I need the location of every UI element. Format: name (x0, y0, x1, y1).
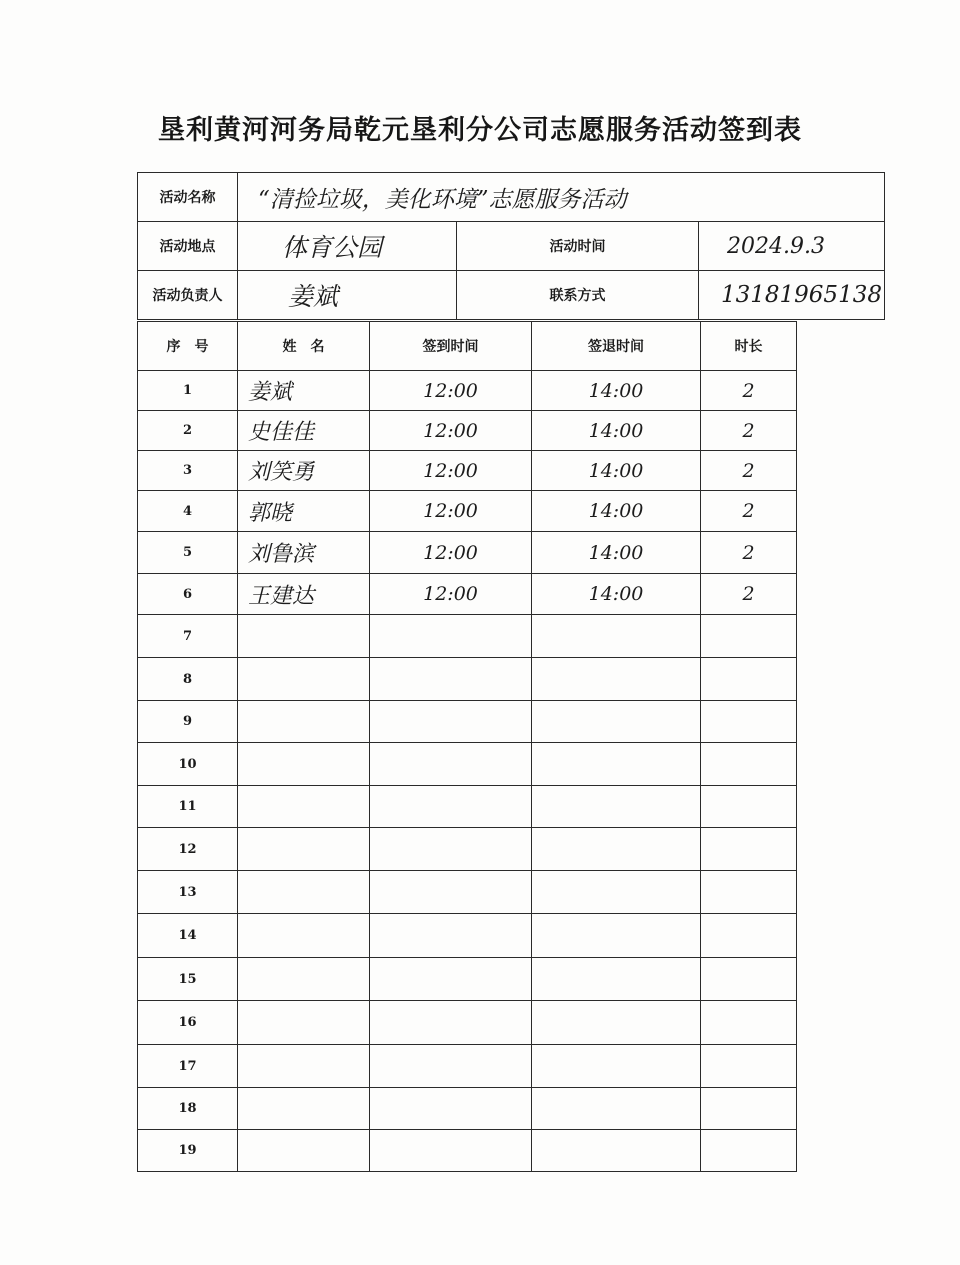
table-row (138, 1130, 797, 1172)
row-sign-in-value: 12:00 (423, 419, 478, 442)
attendance-header-row (138, 322, 797, 371)
row-duration-value: 2 (742, 541, 755, 564)
row-sign-in (370, 828, 532, 871)
table-row (138, 615, 797, 658)
row-sign-out-value: 14:00 (588, 541, 644, 564)
row-duration (701, 914, 797, 958)
row-sign-in-value: 12:00 (423, 541, 478, 564)
row-sign-out (532, 701, 701, 743)
col-header-seq: 序 号 (138, 322, 238, 371)
table-row (138, 871, 797, 914)
row-duration (701, 1001, 797, 1045)
row-sign-in (370, 658, 532, 701)
row-seq: 11 (138, 786, 238, 828)
row-sign-in-value: 12:00 (423, 500, 478, 522)
row-sign-in (370, 491, 532, 532)
row-sign-out (532, 491, 701, 532)
col-header-sign-in: 签到时间 (370, 322, 532, 371)
row-name (238, 411, 370, 451)
table-row (138, 786, 797, 828)
table-row (138, 958, 797, 1001)
row-name (238, 1088, 370, 1130)
row-sign-out (532, 828, 701, 871)
row-duration (701, 1088, 797, 1130)
row-name-value (238, 1010, 248, 1035)
row-name-value (238, 709, 248, 734)
row-name (238, 828, 370, 871)
row-name-value: 刘笑勇 (248, 460, 315, 485)
table-row (138, 1088, 797, 1130)
row-seq: 18 (138, 1088, 238, 1130)
row-name (238, 1001, 370, 1045)
row-name (238, 615, 370, 658)
col-header-duration: 时长 (701, 322, 797, 371)
table-row (138, 658, 797, 701)
row-sign-in-value: 12:00 (423, 379, 478, 402)
row-seq: 17 (138, 1045, 238, 1088)
row-sign-out-value: 14:00 (588, 583, 644, 605)
row-seq: 2 (138, 411, 238, 451)
row-sign-in (370, 914, 532, 958)
row-sign-in (370, 958, 532, 1001)
row-duration (701, 491, 797, 532)
row-name-value: 刘鲁滨 (248, 542, 315, 567)
row-name (238, 786, 370, 828)
table-row (138, 451, 797, 491)
row-name (238, 958, 370, 1001)
table-row (138, 701, 797, 743)
row-sign-in-value: 12:00 (423, 583, 478, 605)
row-sign-out (532, 532, 701, 574)
row-sign-out (532, 658, 701, 701)
row-name (238, 451, 370, 491)
row-seq: 9 (138, 701, 238, 743)
activity-info-table (137, 172, 885, 320)
row-sign-out (532, 371, 701, 411)
row-name (238, 491, 370, 532)
row-sign-in (370, 451, 532, 491)
row-sign-out (532, 914, 701, 958)
activity-name-label: 活动名称 (138, 173, 238, 222)
row-sign-in (370, 615, 532, 658)
row-sign-in (370, 1045, 532, 1088)
row-sign-out-value: 14:00 (588, 500, 644, 522)
row-sign-in (370, 411, 532, 451)
row-sign-out (532, 871, 701, 914)
time-label: 活动时间 (457, 222, 699, 271)
leader-label: 活动负责人 (138, 271, 238, 320)
row-sign-in (370, 743, 532, 786)
row-duration-value: 2 (742, 500, 755, 522)
col-header-sign-out: 签退时间 (532, 322, 701, 371)
row-name-value: 郭晓 (248, 500, 293, 526)
row-name-value (238, 624, 248, 649)
row-sign-in (370, 1130, 532, 1172)
time-value: 2024.9.3 (727, 233, 825, 259)
row-sign-in-value: 12:00 (423, 459, 478, 482)
row-name (238, 532, 370, 574)
row-duration (701, 828, 797, 871)
table-row (138, 491, 797, 532)
row-duration (701, 701, 797, 743)
row-sign-out (532, 786, 701, 828)
row-sign-out (532, 615, 701, 658)
row-duration (701, 658, 797, 701)
row-name (238, 871, 370, 914)
leader-row (138, 271, 885, 320)
row-sign-out-value: 14:00 (588, 379, 644, 402)
table-row (138, 828, 797, 871)
row-sign-out (532, 411, 701, 451)
row-seq: 6 (138, 574, 238, 615)
row-sign-in (370, 1001, 532, 1045)
row-name-value (238, 880, 248, 905)
row-seq: 13 (138, 871, 238, 914)
row-duration (701, 1130, 797, 1172)
row-name-value (238, 752, 248, 777)
row-seq: 7 (138, 615, 238, 658)
row-duration-value: 2 (742, 583, 755, 605)
row-name (238, 658, 370, 701)
table-row (138, 1001, 797, 1045)
row-sign-out (532, 451, 701, 491)
col-header-name: 姓 名 (238, 322, 370, 371)
table-row (138, 371, 797, 411)
row-sign-out (532, 1088, 701, 1130)
row-name-value: 姜斌 (248, 380, 293, 405)
row-sign-out (532, 1045, 701, 1088)
contact-value: 13181965138 (721, 282, 882, 308)
row-duration (701, 371, 797, 411)
row-duration (701, 871, 797, 914)
row-duration (701, 451, 797, 491)
row-name-value (238, 837, 248, 862)
row-sign-out-value: 14:00 (588, 419, 644, 442)
row-duration-value: 2 (742, 379, 755, 402)
row-name (238, 371, 370, 411)
location-row (138, 222, 885, 271)
row-seq: 5 (138, 532, 238, 574)
row-name-value (238, 1054, 248, 1079)
table-row (138, 1045, 797, 1088)
row-sign-out (532, 574, 701, 615)
row-seq: 15 (138, 958, 238, 1001)
row-duration-value: 2 (742, 459, 755, 482)
row-duration (701, 743, 797, 786)
row-sign-in (370, 574, 532, 615)
row-sign-in (370, 701, 532, 743)
row-name-value (238, 1096, 248, 1121)
row-sign-out-value: 14:00 (588, 459, 644, 482)
attendance-table (137, 321, 797, 1172)
row-sign-out (532, 958, 701, 1001)
row-name-value: 史佳佳 (248, 420, 315, 445)
row-seq: 10 (138, 743, 238, 786)
row-name (238, 701, 370, 743)
table-row (138, 914, 797, 958)
row-duration (701, 786, 797, 828)
row-sign-in (370, 786, 532, 828)
row-duration-value: 2 (742, 419, 755, 442)
row-name-value (238, 967, 248, 992)
location-label: 活动地点 (138, 222, 238, 271)
row-sign-in (370, 871, 532, 914)
row-name (238, 574, 370, 615)
row-seq: 8 (138, 658, 238, 701)
row-name-value (238, 1138, 248, 1163)
row-duration (701, 574, 797, 615)
row-sign-out (532, 1001, 701, 1045)
row-name (238, 1045, 370, 1088)
contact-label: 联系方式 (457, 271, 699, 320)
row-name (238, 743, 370, 786)
row-seq: 12 (138, 828, 238, 871)
sheet-title: 垦利黄河河务局乾元垦利分公司志愿服务活动签到表 (158, 115, 802, 146)
row-seq: 19 (138, 1130, 238, 1172)
row-sign-in (370, 532, 532, 574)
row-name-value: 王建达 (248, 583, 315, 609)
row-name-value (238, 923, 248, 948)
row-name (238, 1130, 370, 1172)
row-sign-in (370, 1088, 532, 1130)
row-sign-out (532, 1130, 701, 1172)
row-seq: 1 (138, 371, 238, 411)
leader-value: 姜斌 (288, 282, 339, 311)
row-sign-out (532, 743, 701, 786)
row-seq: 3 (138, 451, 238, 491)
activity-name-value: “清捡垃圾，美化环境”志愿服务活动 (258, 186, 627, 213)
table-row (138, 532, 797, 574)
row-sign-in (370, 371, 532, 411)
row-duration (701, 615, 797, 658)
row-seq: 14 (138, 914, 238, 958)
location-value: 体育公园 (282, 233, 383, 262)
row-duration (701, 958, 797, 1001)
row-duration (701, 411, 797, 451)
row-duration (701, 532, 797, 574)
row-name-value (238, 794, 248, 819)
table-row (138, 411, 797, 451)
row-seq: 16 (138, 1001, 238, 1045)
row-name-value (238, 667, 248, 692)
row-seq: 4 (138, 491, 238, 532)
row-duration (701, 1045, 797, 1088)
activity-name-row (138, 173, 885, 222)
table-row (138, 574, 797, 615)
row-name (238, 914, 370, 958)
table-row (138, 743, 797, 786)
